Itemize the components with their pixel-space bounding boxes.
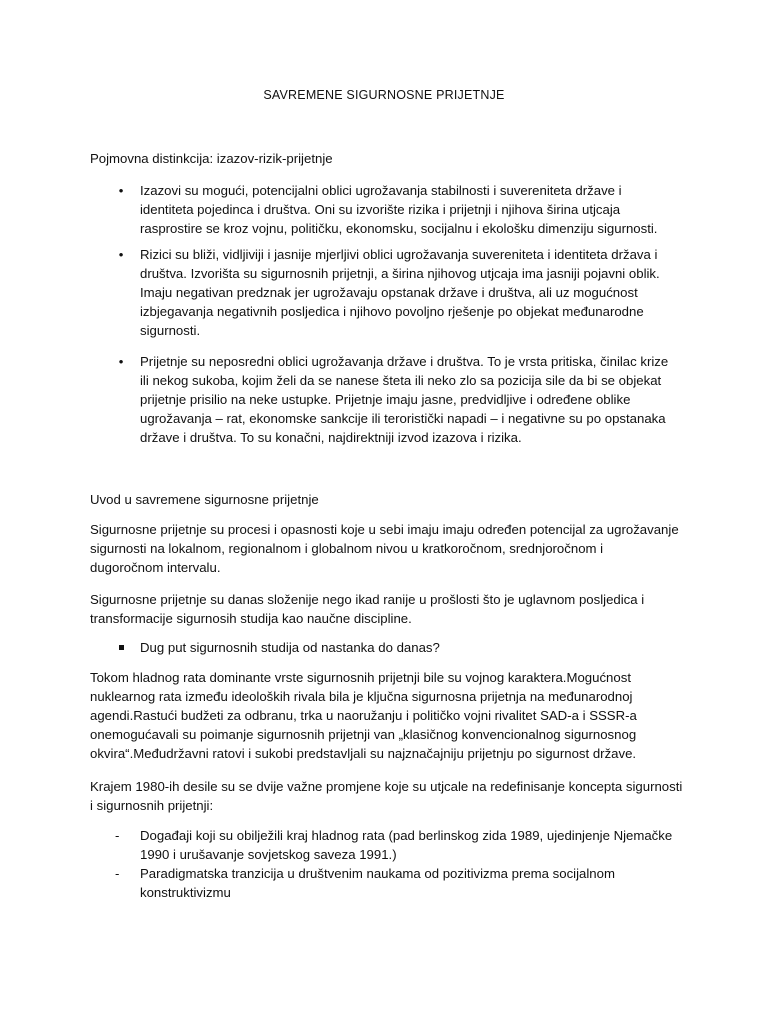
dash-marker: -: [115, 866, 120, 881]
bullet-icon: •: [118, 183, 124, 198]
section2-heading: Uvod u savremene sigurnosne prijetnje: [90, 492, 319, 507]
dash-text-1: Događaji koji su obilježili kraj hladnog rata (pad berlinskog zida 1989, ujedinjenje Njemačke 1990 i urušavanje sovjetskog saveza 1991.): [140, 828, 673, 862]
section1-heading: Pojmovna distinkcija: izazov-rizik-prijetnje: [90, 151, 333, 166]
paragraph-1: Sigurnosne prijetnje su procesi i opasnosti koje u sebi imaju imaju određen potencijal za ugrožavanje sigurnosti na lokalnom, regionalnom i globalnom nivou u kratkoročnom, srednjoročnom i dugoročnom intervalu.: [90, 522, 679, 575]
bullet-text-prijetnje: Prijetnje su neposredni oblici ugrožavanja države i društva. To je vrsta pritiska, činilac krize ili nekog sukoba, kojim želi da se nanese šteta ili neko zlo sa pozicija sile da bi se objekat prijetnje prisilio na neke ustupke. Prijetnje imaju jasne, predvidljive i određene oblike ugrožavanja – rat, ekonomske sankcije ili teroristički napadi – i negativne su po opstanaka države i društva. To su konačni, najdirektniji izvod izazova i rizika.: [140, 354, 669, 445]
paragraph-3: Tokom hladnog rata dominante vrste sigurnosnih prijetnji bile su vojnog karaktera.Mogućnost nuklearnog rata između ideoloških rivala bila je ključna sigurnosna prijetnja na međunarodnoj agendi.Rastući budžeti za odbranu, trka u naoružanju i političko vojni rivalitet SAD-a i SSSR-a onemogućavali su poimanje sigurnosnih prijetnji van „klasičnog konvencionalnog sigurnosnog okvira“.Međudržavni ratovi i sukobi predstavljali su najznačajniju prijetnju po sigurnost države.: [90, 670, 637, 761]
bullet-text-izazovi: Izazovi su mogući, potencijalni oblici ugrožavanja stabilnosti i suvereniteta države i identiteta pojedinca i društva. Oni su izvorište rizika i prijetnji i njihova širina utjcaja rasprostire se kroz vojnu, političku, ekonomsku, socijalnu i ekološku dimenziju sigurnosti.: [140, 183, 658, 236]
bullet-icon: •: [118, 354, 124, 369]
dash-marker: -: [115, 828, 120, 843]
paragraph-2: Sigurnosne prijetnje su danas složenije nego ikad ranije u prošlosti što je uglavnom posljedica i transformacije sigurnosih studija kao naučne discipline.: [90, 592, 645, 626]
dash-item: [115, 826, 686, 864]
bullet-icon: •: [118, 247, 124, 262]
dash-item: [115, 864, 686, 902]
dash-text-2: Paradigmatska tranzicija u društvenim naukama od pozitivizma prema socijalnom konstruktivizmu: [140, 866, 615, 900]
section1-bullet-list: [118, 181, 676, 445]
bullet-text-rizici: Rizici su bliži, vidljiviji i jasnije mjerljivi oblici ugrožavanja suvereniteta i identiteta država i društva. Izvorišta su sigurnosnih prijetnji, a širina njihovog utjcaja ima jasniji pojavni oblik. Imaju negativan predznak jer ugrožavaju opstanak države i društva, ali uz mogućnost izbjegavanja negativnih posljedica i njihovo povoljno rješenje po objekat međunarodne sigurnosti.: [140, 247, 660, 338]
square-bullet-icon: [119, 645, 124, 650]
bullet-item: [118, 352, 676, 447]
square-bullet-item: [140, 638, 680, 657]
paragraph-4: Krajem 1980-ih desile su se dvije važne promjene koje su utjcale na redefinisanje koncepta sigurnosti i sigurnosnih prijetnji:: [90, 779, 683, 813]
bullet-item: [118, 181, 676, 253]
document-title: SAVREMENE SIGURNOSNE PRIJETNJE: [263, 88, 505, 102]
square-bullet-text: Dug put sigurnosnih studija od nastanka do danas?: [140, 640, 440, 655]
bullet-item: [118, 245, 676, 345]
